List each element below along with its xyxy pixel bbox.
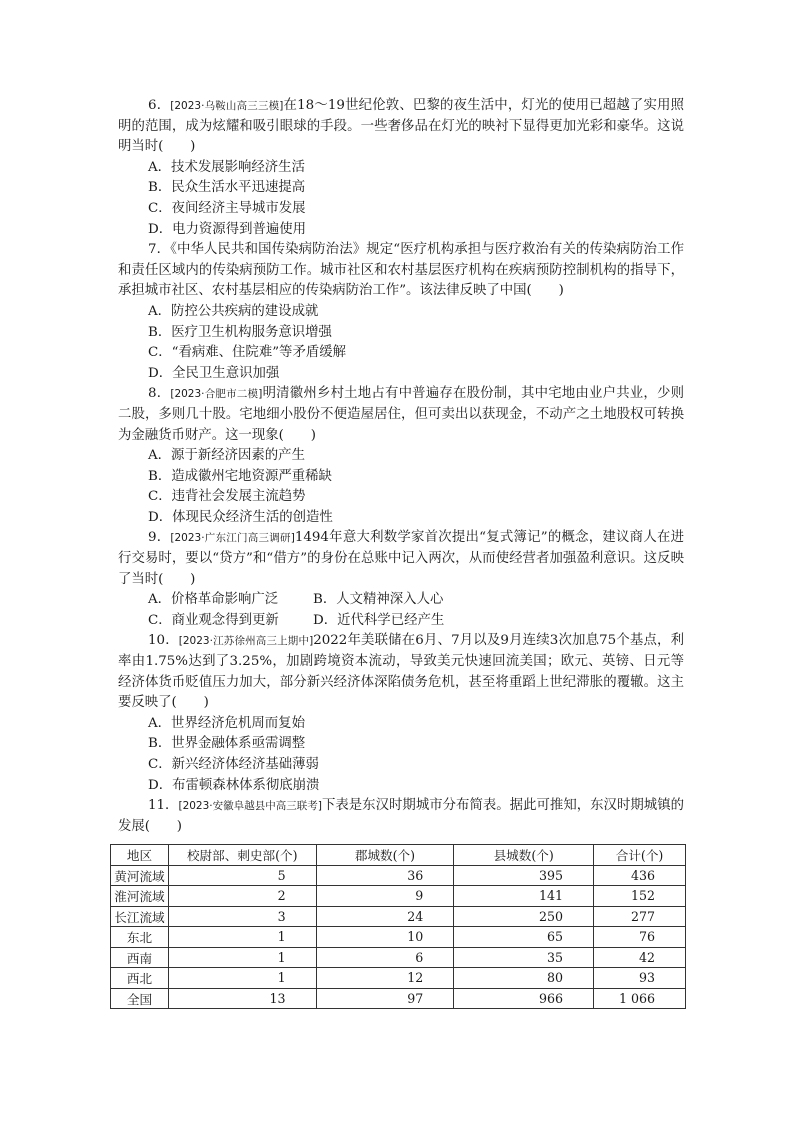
table-cell: 36 (316, 865, 454, 886)
table-row (111, 947, 686, 968)
option: C．夜间经济主导城市发展 (148, 200, 306, 216)
table-cell: 436 (594, 865, 686, 886)
option-row (118, 590, 684, 611)
table-row (111, 886, 686, 907)
table-cell: 淮河流域 (111, 886, 169, 907)
question-stem: 11．[2023·安徽阜越县中高三联考]下表是东汉时期城市分布简表。据此可推知，东汉时期城镇的发展( ) (118, 798, 684, 834)
table-cell: 1 (168, 947, 316, 968)
question-source: [2023·合肥市二模] (170, 388, 263, 401)
table-row (111, 865, 686, 886)
option: D．电力资源得到普遍使用 (148, 221, 307, 237)
question-list (118, 96, 684, 837)
option: C．“看病难、住院难”等矛盾缓解 (148, 345, 347, 361)
table-cell: 全国 (111, 988, 169, 1009)
table-cell: 西南 (111, 947, 169, 968)
table-cell: 80 (454, 968, 594, 989)
question-6 (118, 96, 684, 240)
table-cell: 24 (316, 906, 454, 927)
table-cell: 277 (594, 906, 686, 927)
option: A．世界经济危机周而复始 (148, 715, 305, 731)
option: B．世界金融体系亟需调整 (148, 736, 306, 752)
question-source: [2023·安徽阜越县中高三联考] (178, 800, 322, 813)
option: B．医疗卫生机构服务意识增强 (148, 324, 332, 340)
table-cell: 1 066 (594, 988, 686, 1009)
table-cell: 东北 (111, 927, 169, 948)
option: D．体现民众经济生活的创造性 (148, 509, 333, 525)
question-10 (118, 631, 684, 796)
city-distribution-table (110, 844, 686, 1009)
table-row (111, 968, 686, 989)
option: D．近代科学已经产生 (313, 612, 445, 628)
question-stem: 10．[2023·江苏徐州高三上期中]2022年美联储在6月、7月以及9月连续3次加息75个基点，利率由1.75%达到了3.25%，加剧跨境资本流动，导致美元快速回流美国；欧元、英镑、日元等经济体货币贬值压力加大，部分新兴经济体深陷债务危机，甚至将重蹈上世纪滞胀的覆辙。这主要反映了( ) (118, 633, 684, 711)
table-header-cell: 县城数(个) (454, 845, 594, 866)
table-cell: 141 (454, 886, 594, 907)
question-stem: 7．《中华人民共和国传染病防治法》规定“医疗机构承担与医疗救治有关的传染病防治工作和责任区域内的传染病预防工作。城市社区和农村基层医疗机构在疾病预防控制机构的指导下，承担城市社区、农村基层相应的传染病防治工作”。该法律反映了中国( ) (118, 242, 684, 299)
table-cell: 9 (316, 886, 454, 907)
option: D．布雷顿森林体系彻底崩溃 (148, 777, 320, 793)
table-cell: 6 (316, 947, 454, 968)
table-header-cell: 合计(个) (594, 845, 686, 866)
table-cell: 西北 (111, 968, 169, 989)
question-9 (118, 528, 684, 631)
question-source: [2023·广东江门高三调研] (170, 532, 295, 545)
option: A．防控公共疾病的建设成就 (148, 303, 319, 319)
question-source: [2023·江苏徐州高三上期中] (178, 635, 314, 648)
option: A．源于新经济因素的产生 (148, 448, 305, 464)
table-row (111, 988, 686, 1009)
table-row (111, 906, 686, 927)
table-header-row (111, 845, 686, 866)
option: C．违背社会发展主流趋势 (148, 489, 306, 505)
question-stem: 9．[2023·广东江门高三调研]1494年意大利数学家首次提出“复式簿记”的概念，建议商人在进行交易时，要以“贷方”和“借方”的身份在总账中记入两次，从而使经营者加强盈利意识。这反映了当时( ) (118, 530, 684, 587)
table-cell: 5 (168, 865, 316, 886)
table-cell: 黄河流域 (111, 865, 169, 886)
question-11 (118, 796, 684, 837)
question-source: [2023·乌鞍山高三三模] (170, 100, 284, 112)
table-cell: 250 (454, 906, 594, 927)
table-cell: 395 (454, 865, 594, 886)
table-cell: 12 (316, 968, 454, 989)
table-cell: 1 (168, 927, 316, 948)
option: B．民众生活水平迅速提高 (148, 180, 306, 196)
option: A．价格革命影响广泛 (148, 592, 279, 608)
table-cell: 42 (594, 947, 686, 968)
option: C．商业观念得到更新 (148, 612, 279, 628)
table-cell: 长江流域 (111, 906, 169, 927)
option: D．全民卫生意识加强 (148, 365, 280, 381)
table-cell: 10 (316, 927, 454, 948)
table-cell: 3 (168, 906, 316, 927)
table-cell: 966 (454, 988, 594, 1009)
option: A．技术发展影响经济生活 (148, 159, 305, 175)
table-header-cell: 郡城数(个) (316, 845, 454, 866)
option: C．新兴经济体经济基础薄弱 (148, 757, 319, 772)
option: B．人文精神深入人心 (313, 592, 444, 608)
option: B．造成徽州宅地资源严重稀缺 (148, 468, 332, 484)
table-cell: 65 (454, 927, 594, 948)
table-cell: 13 (168, 988, 316, 1009)
option-row (118, 611, 684, 632)
table-row (111, 927, 686, 948)
table-cell: 93 (594, 968, 686, 989)
table-cell: 1 (168, 968, 316, 989)
table-cell: 35 (454, 947, 594, 968)
table-cell: 2 (168, 886, 316, 907)
table-header-cell: 地区 (111, 845, 169, 866)
table-cell: 97 (316, 988, 454, 1009)
table-cell: 76 (594, 927, 686, 948)
table-header-cell: 校尉部、刺史部(个) (168, 845, 316, 866)
question-stem: 6．[2023·乌鞍山高三三模]在18～19世纪伦敦、巴黎的夜生活中，灯光的使用已超越了实用照明的范围，成为炫耀和吸引眼球的手段。一些奢侈品在灯光的映衬下显得更加光彩和豪华。这说明当时( ) (118, 98, 684, 155)
question-8 (118, 384, 684, 528)
question-7 (118, 240, 684, 384)
question-stem: 8．[2023·合肥市二模]明清徽州乡村土地占有中普遍存在股份制，其中宅地由业户共业，少则二股，多则几十股。宅地细小股份不便造屋居住，但可卖出以获现金，不动产之土地股权可转换为金融货币财产。这一现象( ) (118, 386, 684, 443)
table-cell: 152 (594, 886, 686, 907)
